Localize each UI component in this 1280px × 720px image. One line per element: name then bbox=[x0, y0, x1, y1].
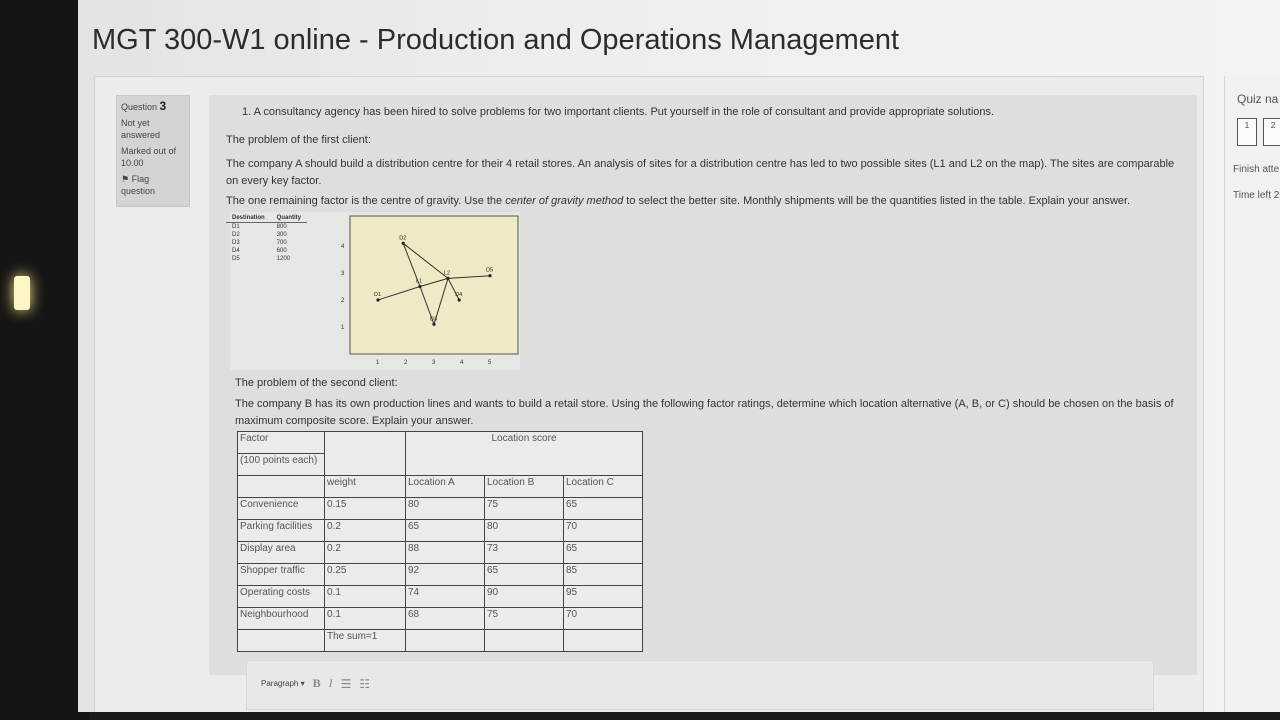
question-number-value: 3 bbox=[159, 99, 167, 113]
ship-dest: D4 bbox=[232, 248, 240, 254]
table-row bbox=[226, 223, 307, 232]
factor-name: Neighbourhood bbox=[238, 608, 325, 630]
table-row bbox=[238, 608, 643, 630]
browser-screen bbox=[78, 0, 1280, 712]
question-label: Question bbox=[121, 102, 158, 112]
map-point-label: D4 bbox=[455, 292, 463, 298]
x-tick-label: 1 bbox=[376, 360, 380, 366]
first-client-text: The company A should build a distribution centre for their 4 retail stores. An analysis of sites for a distribution centre has led to two possible sites (L1 and L2 on the map). The sites are comparable on every key factor. bbox=[226, 158, 1175, 187]
map-point-label: D1 bbox=[374, 292, 382, 298]
score-c: 95 bbox=[564, 586, 643, 608]
score-a: 65 bbox=[406, 520, 485, 542]
quiz-nav-title: Quiz na bbox=[1237, 92, 1279, 106]
finish-attempt-link[interactable]: Finish atte bbox=[1233, 164, 1280, 175]
paragraph-format-dropdown[interactable] bbox=[261, 679, 305, 688]
table-row bbox=[238, 586, 643, 608]
map-point bbox=[402, 242, 405, 245]
table-row bbox=[226, 231, 307, 239]
factor-weight: 0.25 bbox=[325, 564, 406, 586]
score-b: 73 bbox=[485, 542, 564, 564]
y-tick-label: 2 bbox=[341, 298, 345, 304]
location-b-header: Location B bbox=[485, 476, 564, 498]
table-row bbox=[226, 255, 307, 263]
empty-cell bbox=[485, 630, 564, 652]
y-tick-label: 1 bbox=[341, 325, 345, 331]
table-row bbox=[238, 520, 643, 542]
score-a: 92 bbox=[406, 564, 485, 586]
second-client-heading: The problem of the second client: bbox=[235, 377, 398, 389]
table-row bbox=[226, 239, 307, 247]
ship-header-destination: Destination bbox=[226, 214, 271, 223]
factor-weight: 0.15 bbox=[325, 498, 406, 520]
ship-dest: D1 bbox=[232, 224, 240, 230]
light-source bbox=[14, 276, 30, 310]
factor-weight: 0.1 bbox=[325, 608, 406, 630]
ship-dest: D3 bbox=[232, 240, 240, 246]
shipment-table bbox=[226, 214, 307, 263]
score-a: 74 bbox=[406, 586, 485, 608]
empty-cell bbox=[325, 432, 406, 476]
bullet-list-icon[interactable]: ☰ bbox=[340, 676, 352, 691]
factor-header: Factor bbox=[238, 432, 325, 454]
x-tick-label: 5 bbox=[488, 360, 492, 366]
map-point bbox=[458, 298, 461, 301]
y-tick-label: 4 bbox=[341, 244, 345, 250]
x-tick-label: 4 bbox=[460, 360, 464, 366]
course-title: MGT 300-W1 online - Production and Operations Management bbox=[92, 24, 900, 56]
marks: Marked out of 10.00 bbox=[121, 146, 177, 168]
cog-text-before: The one remaining factor is the centre of gravity. Use the bbox=[226, 195, 506, 207]
factor-name: Shopper traffic bbox=[238, 564, 325, 586]
empty-cell bbox=[564, 630, 643, 652]
score-b: 80 bbox=[485, 520, 564, 542]
factor-weight: 0.2 bbox=[325, 542, 406, 564]
location-c-header: Location C bbox=[564, 476, 643, 498]
score-b: 75 bbox=[485, 498, 564, 520]
numbered-list-icon[interactable]: ☷ bbox=[359, 676, 371, 691]
map-point bbox=[488, 274, 491, 277]
factor-weight: 0.1 bbox=[325, 586, 406, 608]
paragraph-format-label: Paragraph bbox=[261, 679, 299, 688]
score-b: 65 bbox=[485, 564, 564, 586]
answer-status: Not yet answered bbox=[121, 118, 161, 140]
cog-text-after: to select the better site. Monthly shipments will be the quantities listed in the table. Explain your answer. bbox=[623, 195, 1131, 207]
weight-header: weight bbox=[325, 476, 406, 498]
question-number bbox=[121, 100, 185, 113]
second-client-text: The company B has its own production lines and wants to build a retail store. Using the following factor ratings, determine which location alternative (A, B, or C) should be chosen on the basis of maximum composite score. Explain your answer. bbox=[235, 398, 1174, 427]
bold-button[interactable]: B bbox=[312, 676, 321, 690]
monitor-bezel bbox=[0, 0, 90, 720]
answer-editor[interactable] bbox=[246, 660, 1154, 710]
score-b: 75 bbox=[485, 608, 564, 630]
factor-name: Display area bbox=[238, 542, 325, 564]
ship-qty: 700 bbox=[276, 240, 287, 246]
center-of-gravity-text bbox=[226, 195, 1130, 207]
x-tick-label: 3 bbox=[432, 360, 436, 366]
map-point bbox=[446, 277, 449, 280]
question-intro: 1. A consultancy agency has been hired to solve problems for two important clients. Put yourself in the role of consultant and provide appropriate solutions. bbox=[242, 106, 995, 118]
empty-cell bbox=[238, 476, 325, 498]
table-row bbox=[238, 432, 643, 454]
map-point bbox=[432, 323, 435, 326]
ship-dest: D5 bbox=[232, 256, 240, 262]
quiz-navigation bbox=[1224, 76, 1280, 712]
score-a: 68 bbox=[406, 608, 485, 630]
score-c: 65 bbox=[564, 498, 643, 520]
score-c: 70 bbox=[564, 608, 643, 630]
y-tick-label: 3 bbox=[341, 271, 345, 277]
score-c: 85 bbox=[564, 564, 643, 586]
chevron-down-icon: ▾ bbox=[300, 679, 305, 688]
score-b: 90 bbox=[485, 586, 564, 608]
ship-qty: 300 bbox=[276, 232, 287, 238]
factor-name: Operating costs bbox=[238, 586, 325, 608]
score-a: 80 bbox=[406, 498, 485, 520]
x-tick-label: 2 bbox=[404, 360, 408, 366]
table-row bbox=[238, 564, 643, 586]
factor-weight: 0.2 bbox=[325, 520, 406, 542]
score-c: 70 bbox=[564, 520, 643, 542]
map-point-label: D3 bbox=[430, 316, 438, 323]
points-note: (100 points each) bbox=[238, 454, 325, 476]
nav-question-1[interactable]: 1 bbox=[1237, 118, 1257, 146]
score-c: 65 bbox=[564, 542, 643, 564]
italic-button[interactable]: I bbox=[328, 676, 333, 690]
empty-cell bbox=[238, 630, 325, 652]
map-plot-area bbox=[350, 216, 518, 354]
score-a: 88 bbox=[406, 542, 485, 564]
factor-name: Parking facilities bbox=[238, 520, 325, 542]
map-point bbox=[418, 285, 421, 288]
nav-question-2[interactable]: 2 bbox=[1263, 118, 1280, 146]
editor-toolbar bbox=[261, 676, 370, 691]
map-point-label: D5 bbox=[486, 267, 494, 274]
flag-icon: ⚑ bbox=[121, 174, 130, 184]
empty-cell bbox=[406, 630, 485, 652]
map-point-label: L1 bbox=[416, 278, 423, 285]
table-row bbox=[238, 542, 643, 564]
question-info-box bbox=[116, 95, 190, 207]
first-client-heading: The problem of the first client: bbox=[226, 134, 371, 146]
location-a-header: Location A bbox=[406, 476, 485, 498]
map-point bbox=[376, 298, 379, 301]
ship-dest: D2 bbox=[232, 232, 240, 238]
weight-sum: The sum=1 bbox=[325, 630, 406, 652]
table-row bbox=[226, 247, 307, 255]
factor-rating-table bbox=[237, 431, 643, 652]
table-row bbox=[238, 476, 643, 498]
map-point-label: D2 bbox=[399, 235, 407, 242]
cog-method-italic: center of gravity method bbox=[505, 195, 624, 207]
ship-qty: 1200 bbox=[276, 256, 291, 262]
ship-header-quantity: Quantity bbox=[271, 214, 307, 223]
ship-qty: 600 bbox=[276, 248, 287, 254]
table-row bbox=[238, 630, 643, 652]
factor-name: Convenience bbox=[238, 498, 325, 520]
time-left: Time left 2 bbox=[1233, 190, 1280, 201]
flag-question-button[interactable] bbox=[121, 173, 185, 197]
table-row bbox=[238, 498, 643, 520]
map-point-label: L2 bbox=[444, 270, 451, 277]
flag-label: Flag question bbox=[121, 174, 156, 196]
location-score-header: Location score bbox=[406, 432, 643, 476]
ship-qty: 800 bbox=[276, 224, 287, 230]
